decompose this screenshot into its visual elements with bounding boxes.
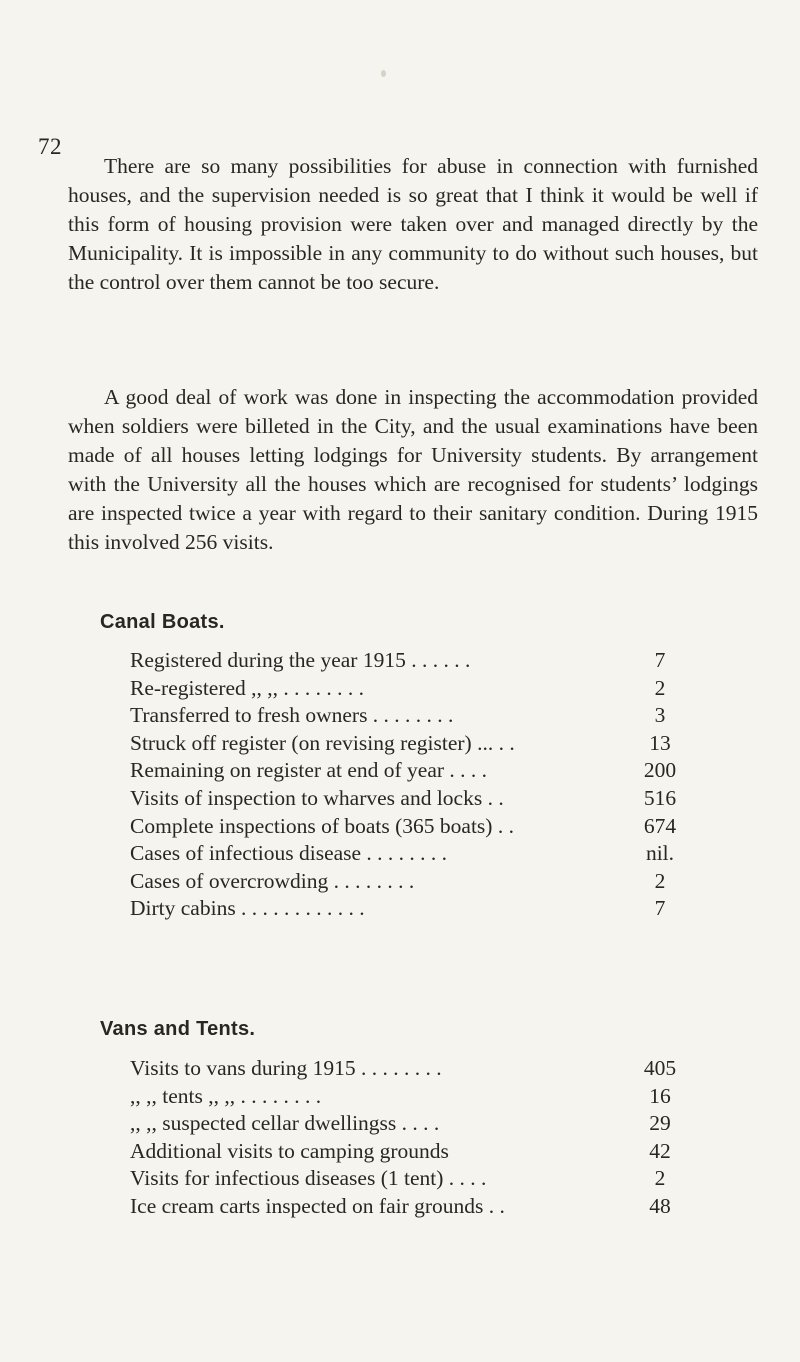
table-row (130, 840, 690, 868)
paragraph-furnished-houses: There are so many possibilities for abuse in connection with furnished houses, and the supervision needed is so great that I think it would be well if this form of housing provision were taken over and managed directly by the Municipality. It is impossible in any community to do without such houses, but the control over them cannot be too secure. (68, 154, 758, 294)
row-value: 674 (643, 813, 677, 838)
row-value: 7 (654, 648, 666, 672)
row-value: 7 (654, 896, 666, 921)
row-value: 2 (654, 868, 666, 893)
row-label: Re-registered ,, ,, . . . . . . . . (130, 675, 365, 700)
row-value: 200 (643, 758, 677, 783)
row-value: 48 (649, 1193, 671, 1218)
table-row (130, 813, 690, 841)
table-row (130, 702, 690, 730)
table-row (130, 730, 690, 758)
row-value: 516 (643, 785, 677, 810)
row-label: Visits for infectious diseases (1 tent) . . . . (130, 1166, 487, 1191)
table-row (130, 895, 690, 923)
canal-boats-table (130, 647, 690, 923)
row-value: 2 (654, 675, 666, 700)
row-label: Registered during the year 1915 . . . . . . (130, 648, 471, 672)
vans-and-tents-heading: Vans and Tents. (100, 1018, 256, 1040)
row-value: 405 (643, 1056, 677, 1080)
row-value: nil. (645, 841, 675, 866)
row-label: Remaining on register at end of year . . . . (130, 758, 488, 783)
row-value: 2 (654, 1166, 666, 1191)
row-value: 16 (649, 1083, 671, 1108)
table-row (130, 675, 690, 703)
row-label: Transferred to fresh owners . . . . . . . . (130, 703, 454, 728)
page-number: 72 (38, 134, 62, 159)
table-row (130, 868, 690, 896)
row-label: Complete inspections of boats (365 boats) . . (130, 813, 514, 838)
row-value: 13 (649, 730, 671, 755)
table-row (130, 1193, 690, 1221)
table-row (130, 1055, 690, 1083)
row-label: ,, ,, suspected cellar dwellingss . . . . (130, 1111, 440, 1136)
table-row (130, 785, 690, 813)
row-label: Ice cream carts inspected on fair grounds . . (130, 1193, 505, 1218)
row-label: Struck off register (on revising register) ... . . (130, 730, 515, 755)
row-label: Cases of overcrowding . . . . . . . . (130, 868, 415, 893)
row-label: Visits to vans during 1915 . . . . . . . . (130, 1056, 442, 1080)
table-row (130, 647, 690, 675)
row-label: ,, ,, tents ,, ,, . . . . . . . . (130, 1083, 322, 1108)
table-row (130, 1138, 690, 1166)
table-row (130, 1165, 690, 1193)
row-label: Dirty cabins . . . . . . . . . . . . (130, 896, 365, 921)
ink-smudge (381, 70, 386, 77)
vans-and-tents-table (130, 1055, 690, 1221)
canal-boats-heading: Canal Boats. (100, 611, 225, 633)
table-row (130, 1110, 690, 1138)
paragraph-accommodation-inspection: A good deal of work was done in inspecting the accommodation provided when soldiers were billeted in the City, and the usual examinations have been made of all houses letting lodgings for University students. By arrangement with the University all the houses which are recognised for students’ lodgings are inspected twice a year with regard to their sanitary condition. During 1915 this involved 256 visits. (68, 385, 758, 554)
row-value: 3 (654, 703, 666, 728)
table-row (130, 757, 690, 785)
row-label: Cases of infectious disease . . . . . . . . (130, 841, 448, 866)
row-value: 42 (649, 1138, 671, 1163)
row-label: Additional visits to camping grounds (130, 1138, 449, 1163)
table-row (130, 1083, 690, 1111)
row-label: Visits of inspection to wharves and locks . . (130, 785, 504, 810)
row-value: 29 (649, 1111, 671, 1136)
